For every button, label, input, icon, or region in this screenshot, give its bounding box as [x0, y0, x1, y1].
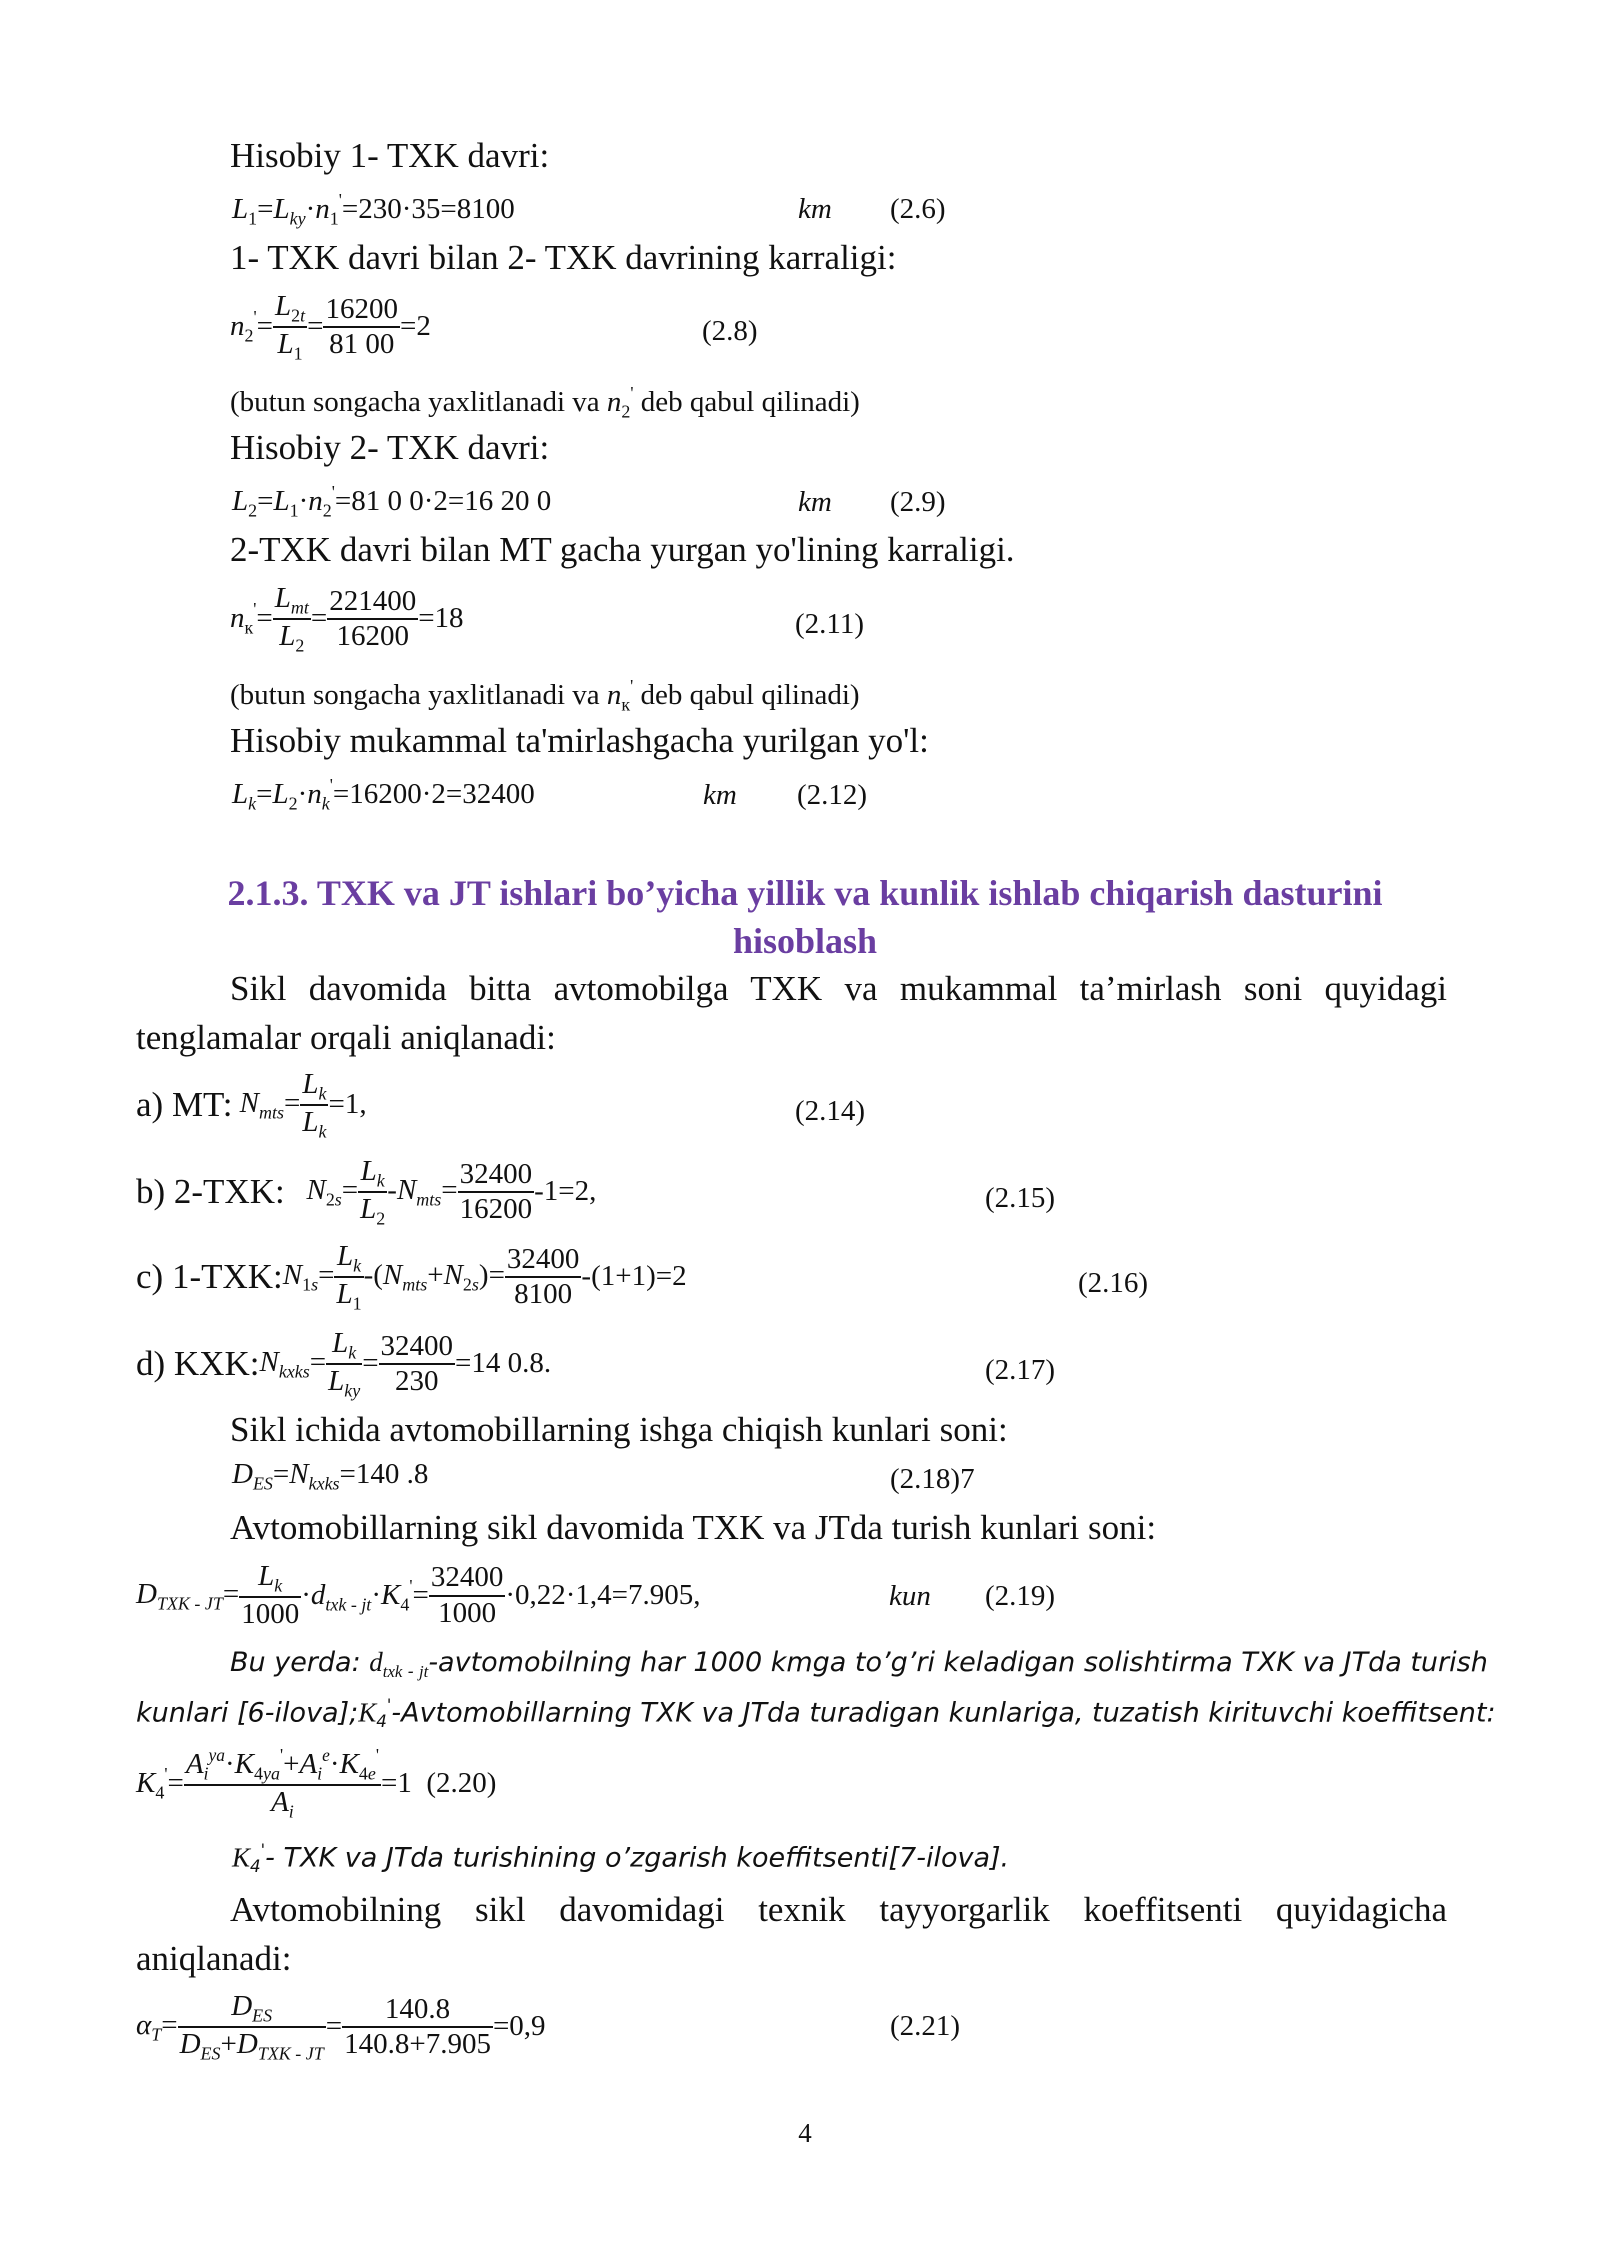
- equation-2-16: c) 1-TXK: $N_{1s}=$ $\frac{L_k}{L_1}$ $-(N_{mts}+N_{2s})=$ $\frac{32400}{8100}$ -(1+1)=2: [136, 1240, 687, 1314]
- section-heading-cont: hisoblash: [732, 921, 878, 961]
- equation-2-12: $L_k=L_2\cdot n_k'=16200\cdot 2=32400$: [232, 775, 535, 814]
- unit-label: km: [703, 779, 737, 811]
- note-line: (butun songacha yaxlitlanadi va $n_2'$ deb qabul qilinadi): [230, 383, 860, 422]
- equation-number: (2.11): [795, 608, 864, 640]
- paragraph: Sikl davomida bitta avtomobilga TXK va mukammal ta’mirlash soni quyidagi: [230, 969, 1447, 1008]
- equation-2-21: $\alpha_T=$ $\frac{D_{ES}}{D_{ES}+D_{TXK - JT}}$ = $\frac{140.8}{140.8+7.905}$ =0,9: [136, 1990, 546, 2064]
- note-text: $K_4'-$ TXK va JTda turishining o’zgarish koeffitsenti[7-ilova].: [232, 1840, 1010, 1877]
- equation-2-11: $n_к'=$ $\frac{L_{mt}}{L_2}$ = $\frac{221400}{16200}$ =18: [230, 582, 464, 656]
- equation-number: (2.17): [985, 1354, 1056, 1386]
- text-line: Hisobiy 1- TXK davri:: [230, 136, 550, 175]
- unit-label: km: [798, 486, 832, 518]
- denominator: 81 00: [323, 326, 400, 361]
- equation-number: (2.6): [890, 193, 946, 225]
- equation-number: (2.12): [797, 779, 868, 811]
- text-line: 2-TXK davri bilan MT gacha yurgan yo'lining karraligi.: [230, 530, 1015, 569]
- equation-2-19: $D_{TXK - JT}=$ $\frac{L_k}{1000}$ $\cdot d_{txk - jt}\cdot K_4'=$ $\frac{32400}{1000}$ ·0,22·1,4=7.905,: [136, 1560, 701, 1630]
- paragraph: Avtomobillarning sikl davomida TXK va JTda turish kunlari soni:: [230, 1508, 1157, 1547]
- equation-2-18: $D_{ES}=N_{kxks}=140$ .8: [232, 1458, 429, 1494]
- equation-number: (2.9): [890, 486, 946, 518]
- text-line: Hisobiy 2- TXK davri:: [230, 428, 550, 467]
- equation-2-6: $L_1=L_{ky}\cdot n_1'=230\cdot 35=8100$: [232, 190, 515, 229]
- equation-2-15: b) 2-TXK: $N_{2s}=$ $\frac{L_k}{L_2}$ $-N_{mts}=$ $\frac{32400}{16200}$ -1=2,: [136, 1155, 597, 1229]
- equation-number: (2.19): [985, 1580, 1056, 1612]
- paragraph: Sikl ichida avtomobillarning ishga chiqish kunlari soni:: [230, 1410, 1008, 1449]
- equation-number: (2.14): [795, 1095, 866, 1127]
- paragraph: Avtomobilning sikl davomidagi texnik tayyorgarlik koeffitsenti quyidagicha: [230, 1890, 1447, 1929]
- eq-result: =2: [399, 310, 431, 343]
- text-line: 1- TXK davri bilan 2- TXK davrining karraligi:: [230, 238, 897, 277]
- equation-2-17: d) KXK: $N_{kxks}=$ $\frac{L_k}{L_{ky}}$ = $\frac{32400}{230}$ =14 0.8.: [136, 1327, 552, 1401]
- section-heading: 2.1.3. TXK va JT ishlari bo’yicha yillik va kunlik ishlab chiqarish dasturini: [227, 873, 1383, 913]
- equation-number: (2.15): [985, 1182, 1056, 1214]
- equation-number: (2.20): [426, 1767, 497, 1800]
- equation-number: (2.21): [890, 2010, 961, 2042]
- note-text: Bu yerda: $d_{txk - jt}$-avtomobilning har 1000 kmga to’g’ri keladigan solishtirma TXK va JTda turish: [230, 1647, 1488, 1681]
- text-line: Hisobiy mukammal ta'mirlashgacha yurilgan yo'l:: [230, 721, 929, 760]
- equation-2-20: $K_4'=$ $\frac{A_i^{ya}\cdot K_{4ya}'+A_i^e\cdot K_{4e}'}{A_i}$ =1 (2.20): [136, 1745, 497, 1822]
- unit-label: km: [798, 193, 832, 225]
- note-line: (butun songacha yaxlitlanadi va $n_к'$ deb qabul qilinadi): [230, 676, 860, 715]
- equation-2-9: $L_2=L_1\cdot n_2'=81$ 0 0·2=16 20 0: [232, 482, 552, 521]
- paragraph: tenglamalar orqali aniqlanadi:: [136, 1018, 556, 1057]
- equation-2-8: $n_2'=$ $\frac{L_{2t}}{L_1}$ = $\frac{16200}{81 00}$ =2: [230, 290, 431, 364]
- numerator: 16200: [325, 292, 398, 325]
- page-number: 4: [798, 2118, 812, 2148]
- paragraph: aniqlanadi:: [136, 1939, 292, 1978]
- note-text: kunlari $[6-ilova];K_4'$-Avtomobillarning TXK va JTda turadigan kunlariga, tuzatish kirituvchi koeffitsent:: [136, 1695, 1496, 1732]
- equation-2-14: a) MT: $N_{mts}=$ $\frac{L_k}{L_k}$ =1,: [136, 1068, 367, 1142]
- unit-label: kun: [889, 1580, 931, 1612]
- equation-number: (2.16): [1078, 1267, 1149, 1299]
- equation-number: (2.18)7: [890, 1463, 975, 1495]
- equation-number: (2.8): [702, 315, 758, 347]
- eq-value: =230·35=8100: [341, 193, 515, 226]
